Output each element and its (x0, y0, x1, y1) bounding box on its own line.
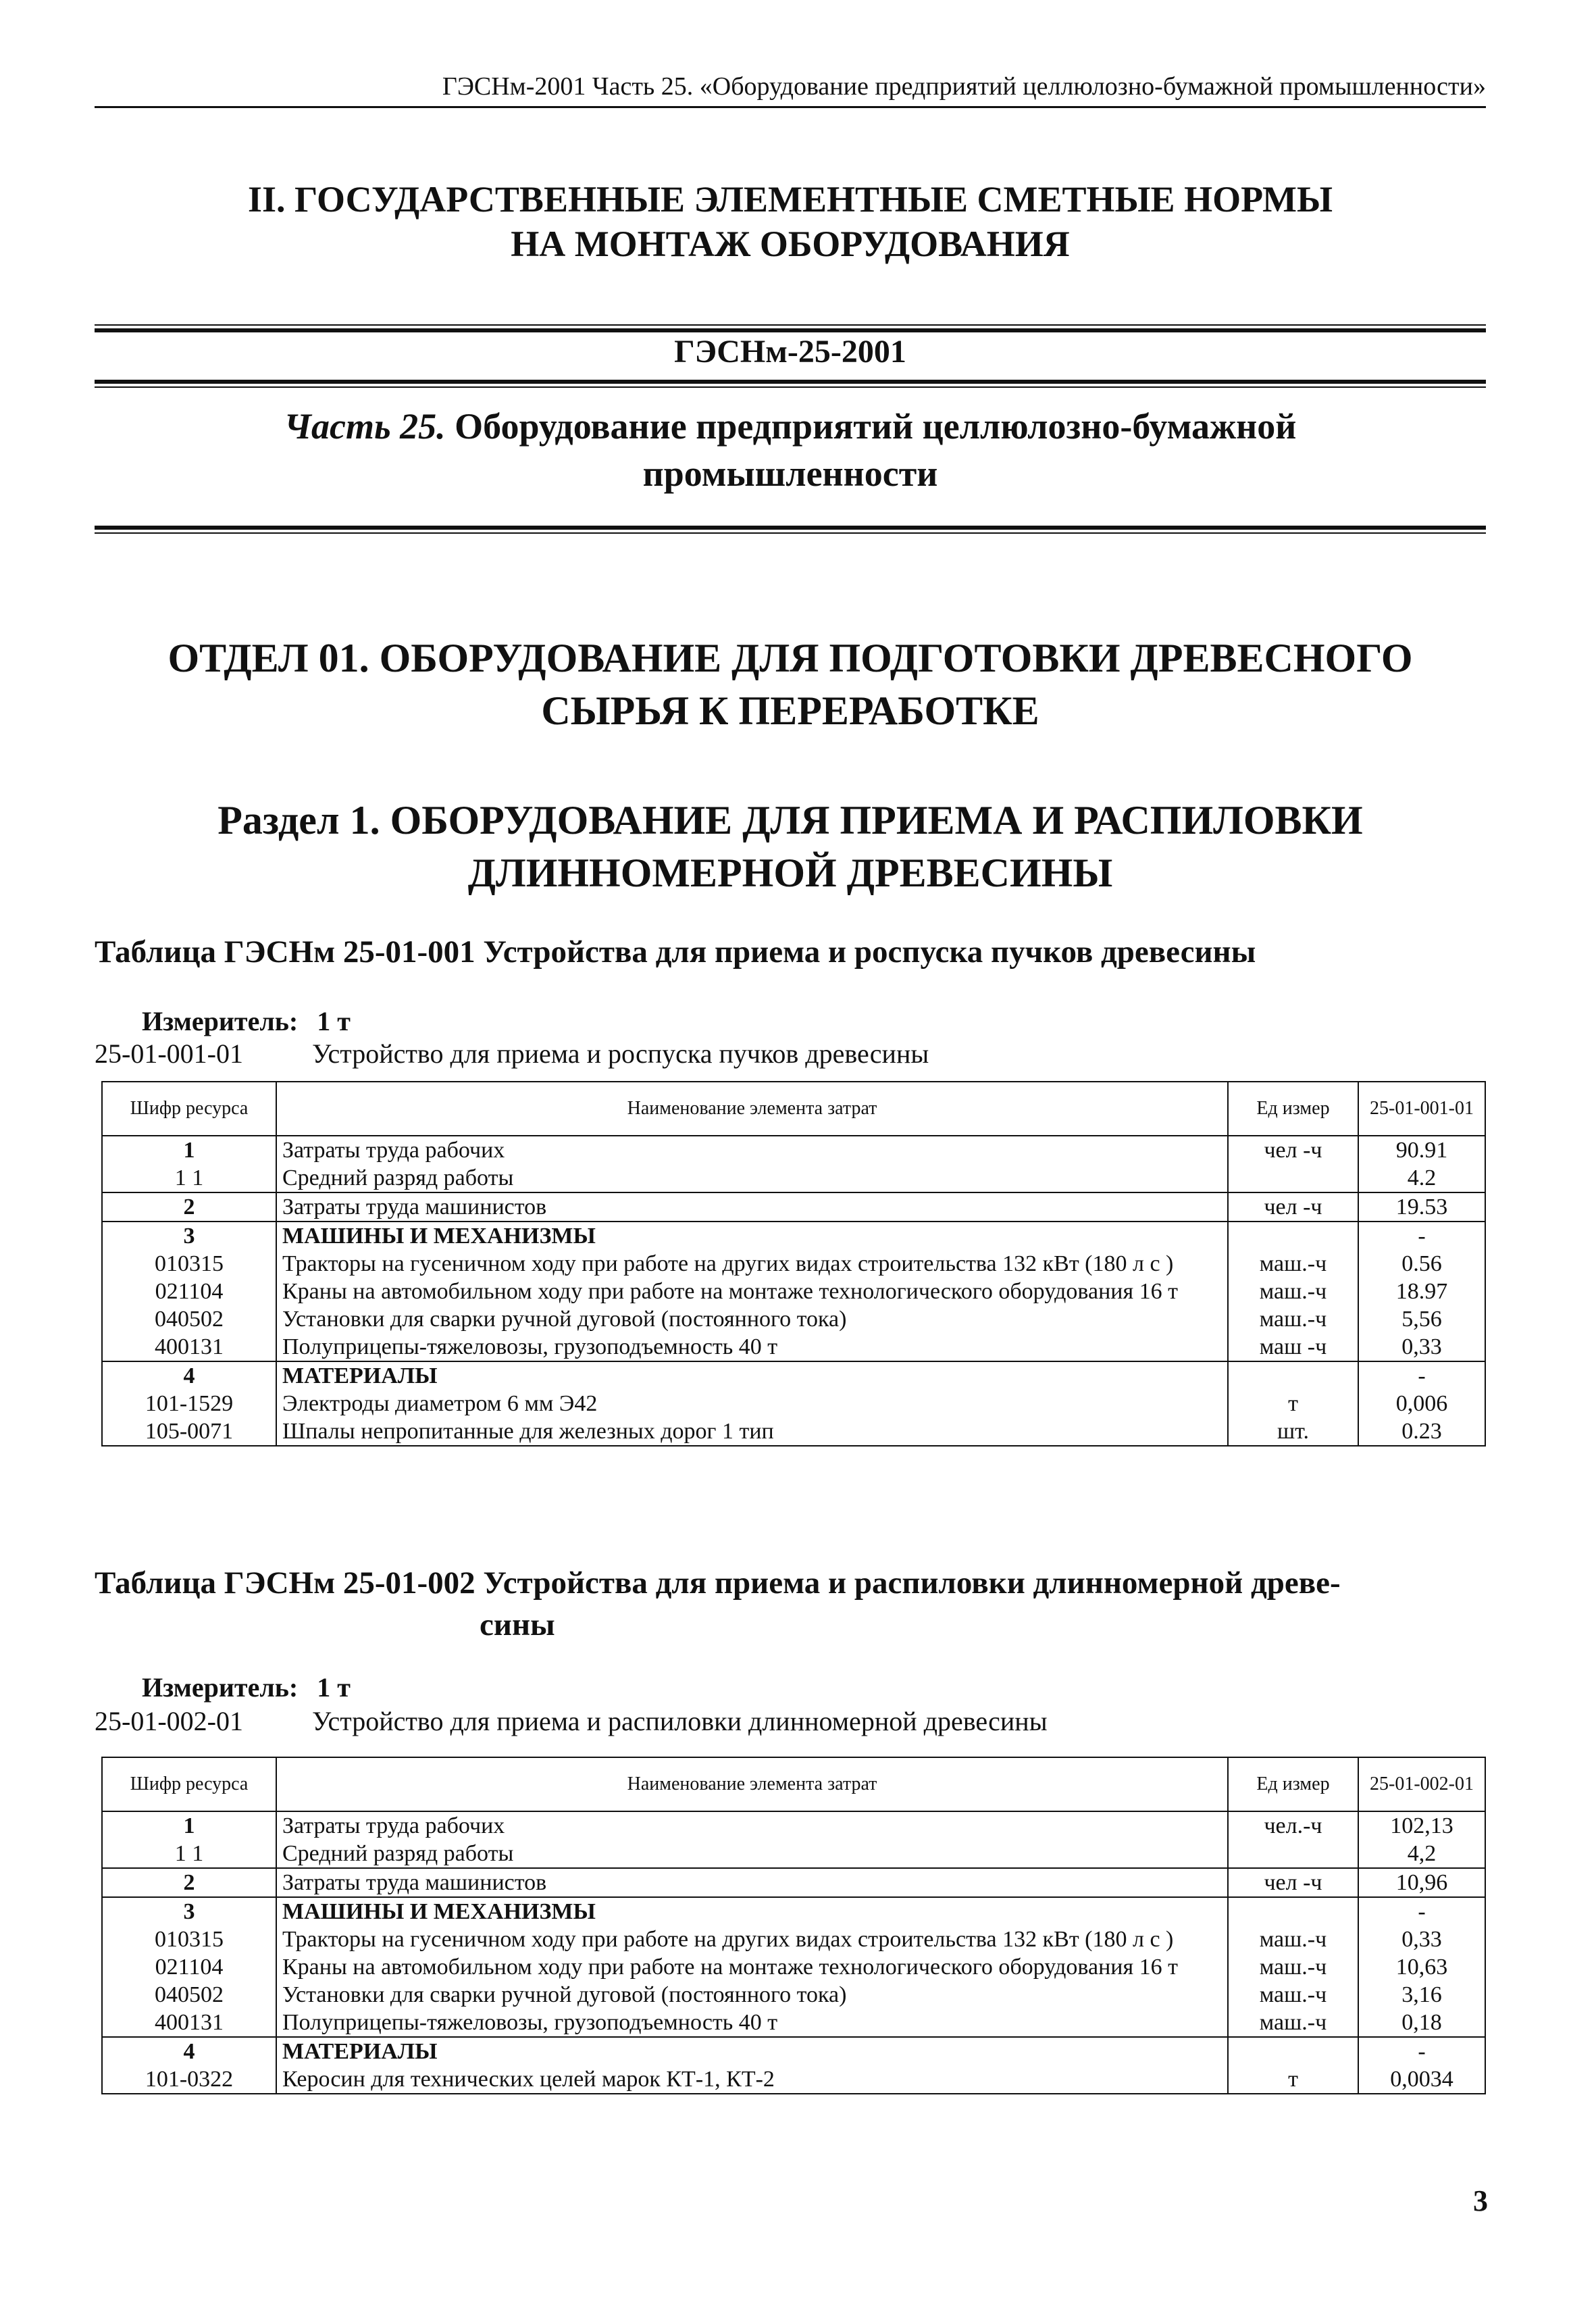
row-unit (1228, 1164, 1358, 1192)
row-value: 19.53 (1358, 1192, 1485, 1222)
row-name: Средний разряд работы (276, 1840, 1228, 1868)
table-row (102, 2009, 1485, 2037)
table-2-title-continuation: сины (480, 1607, 555, 1642)
row-unit: чел -ч (1228, 1136, 1358, 1164)
main-title-line-2: НА МОНТАЖ ОБОРУДОВАНИЯ (511, 224, 1070, 264)
row-name: МАШИНЫ И МЕХАНИЗМЫ (276, 1897, 1228, 1926)
row-unit: шт. (1228, 1417, 1358, 1446)
table-row (102, 1417, 1485, 1446)
row-value: 4.2 (1358, 1164, 1485, 1192)
header-unit: Ед измер (1228, 1082, 1358, 1136)
row-code: 021104 (102, 1953, 276, 1981)
section-title-line-2: ДЛИННОМЕРНОЙ ДРЕВЕСИНЫ (467, 851, 1113, 895)
row-code: 1 1 (102, 1840, 276, 1868)
row-unit: маш.-ч (1228, 1926, 1358, 1953)
rule-bottom-thick (95, 526, 1486, 530)
row-value: - (1358, 1897, 1485, 1926)
row-unit: маш.-ч (1228, 1981, 1358, 2009)
row-value: 5,56 (1358, 1305, 1485, 1333)
part-number: Часть 25. (284, 406, 446, 447)
rule-top-thin (95, 324, 1486, 326)
row-unit: маш.-ч (1228, 1953, 1358, 1981)
row-unit (1228, 1897, 1358, 1926)
section-title (95, 794, 1486, 899)
department-title-line-1: ОТДЕЛ 01. ОБОРУДОВАНИЕ ДЛЯ ПОДГОТОВКИ ДРЕВЕСНОГО (168, 636, 1413, 680)
table-row (102, 1361, 1485, 1390)
row-value: 0.56 (1358, 1250, 1485, 1278)
section-title-line-1: Раздел 1. ОБОРУДОВАНИЕ ДЛЯ ПРИЕМА И РАСПИЛОВКИ (217, 798, 1363, 842)
row-value: - (1358, 2037, 1485, 2065)
row-unit (1228, 1361, 1358, 1390)
part-title-line-1 (95, 403, 1486, 450)
table-row (102, 1840, 1485, 1868)
header-name: Наименование элемента затрат (276, 1757, 1228, 1811)
running-header: ГЭСНм-2001 Часть 25. «Оборудование предприятий целлюлозно-бумажной промышленности» (95, 71, 1486, 108)
row-value: 0.23 (1358, 1417, 1485, 1446)
part-title (95, 403, 1486, 497)
header-code: Шифр ресурса (102, 1757, 276, 1811)
table-row (102, 1164, 1485, 1192)
row-name: МАШИНЫ И МЕХАНИЗМЫ (276, 1222, 1228, 1250)
row-value: 10,96 (1358, 1868, 1485, 1897)
row-code: 2 (102, 1868, 276, 1897)
rule-mid-thick (95, 380, 1486, 384)
row-value: 10,63 (1358, 1953, 1485, 1981)
table-row (102, 1305, 1485, 1333)
row-code: 400131 (102, 1333, 276, 1361)
department-title-line-2: СЫРЬЯ К ПЕРЕРАБОТКЕ (541, 688, 1039, 733)
row-value: 90.91 (1358, 1136, 1485, 1164)
row-name: Керосин для технических целей марок КТ-1, КТ-2 (276, 2065, 1228, 2094)
table-2-title-text: Таблица ГЭСНм 25-01-002 Устройства для приема и распиловки длинномерной древе- (95, 1565, 1341, 1601)
table-2-item (95, 1705, 1048, 1738)
row-value: 0,18 (1358, 2009, 1485, 2037)
table-1-item-name: Устройство для приема и роспуска пучков древесины (312, 1038, 929, 1069)
table-row (102, 1868, 1485, 1897)
row-name: Полуприцепы-тяжеловозы, грузоподъемность 40 т (276, 1333, 1228, 1361)
row-name: Средний разряд работы (276, 1164, 1228, 1192)
row-code: 4 (102, 2037, 276, 2065)
table-row (102, 2065, 1485, 2094)
part-title-line-2: промышленности (642, 453, 938, 494)
row-code: 2 (102, 1192, 276, 1222)
row-unit: чел -ч (1228, 1868, 1358, 1897)
row-name: МАТЕРИАЛЫ (276, 2037, 1228, 2065)
row-unit: т (1228, 2065, 1358, 2094)
header-norm: 25-01-001-01 (1358, 1082, 1485, 1136)
row-value: - (1358, 1222, 1485, 1250)
table-row (102, 1278, 1485, 1305)
header-unit: Ед измер (1228, 1757, 1358, 1811)
table-2-measure-value: 1 т (317, 1672, 351, 1703)
row-unit: чел -ч (1228, 1192, 1358, 1222)
row-code: 010315 (102, 1250, 276, 1278)
row-value: 0,0034 (1358, 2065, 1485, 2094)
table-row (102, 1333, 1485, 1361)
row-unit: т (1228, 1390, 1358, 1417)
collection-code: ГЭСНм-25-2001 (674, 334, 906, 370)
table-row (102, 1981, 1485, 2009)
department-title (95, 632, 1486, 737)
table-2-item-code: 25-01-002-01 (95, 1706, 243, 1736)
row-name: Затраты труда машинистов (276, 1868, 1228, 1897)
table-row (102, 1136, 1485, 1164)
row-code: 101-1529 (102, 1390, 276, 1417)
row-name: Затраты труда машинистов (276, 1192, 1228, 1222)
row-name: Установки для сварки ручной дуговой (постоянного тока) (276, 1305, 1228, 1333)
row-code: 3 (102, 1897, 276, 1926)
row-value: 0,006 (1358, 1390, 1485, 1417)
part-name: Оборудование предприятий целлюлозно-бумажной (445, 406, 1297, 447)
table-row (102, 1811, 1485, 1840)
row-value: - (1358, 1361, 1485, 1390)
row-value: 3,16 (1358, 1981, 1485, 2009)
row-name: Затраты труда рабочих (276, 1811, 1228, 1840)
row-code: 010315 (102, 1926, 276, 1953)
row-code: 3 (102, 1222, 276, 1250)
table-row (102, 1390, 1485, 1417)
row-unit: маш.-ч (1228, 1250, 1358, 1278)
table-row (102, 1897, 1485, 1926)
table-row (102, 1192, 1485, 1222)
row-name: Установки для сварки ручной дуговой (постоянного тока) (276, 1981, 1228, 2009)
row-value: 0,33 (1358, 1333, 1485, 1361)
table-2-item-name: Устройство для приема и распиловки длинномерной древесины (312, 1706, 1048, 1736)
norm-table-1 (101, 1081, 1486, 1447)
rule-mid-thin (95, 386, 1486, 388)
table-1-measure-value: 1 т (317, 1006, 351, 1036)
table-1-measure (142, 1005, 351, 1038)
row-code: 400131 (102, 2009, 276, 2037)
row-unit (1228, 1840, 1358, 1868)
row-code: 1 1 (102, 1164, 276, 1192)
row-unit (1228, 2037, 1358, 2065)
row-unit: маш.-ч (1228, 1305, 1358, 1333)
row-name: МАТЕРИАЛЫ (276, 1361, 1228, 1390)
row-code: 040502 (102, 1981, 276, 2009)
norm-table-2 (101, 1757, 1486, 2094)
row-code: 4 (102, 1361, 276, 1390)
table-1-measure-label: Измеритель: (142, 1006, 299, 1036)
table-1-title (95, 931, 1486, 973)
table-row (102, 1926, 1485, 1953)
page-number: 3 (1473, 2184, 1488, 2217)
row-unit: маш.-ч (1228, 1278, 1358, 1305)
table-1-item (95, 1038, 929, 1070)
row-value: 102,13 (1358, 1811, 1485, 1840)
table-row (102, 1953, 1485, 1981)
main-title (95, 177, 1486, 266)
row-name: Затраты труда рабочих (276, 1136, 1228, 1164)
row-code: 040502 (102, 1305, 276, 1333)
main-title-line-1: II. ГОСУДАРСТВЕННЫЕ ЭЛЕМЕНТНЫЕ СМЕТНЫЕ НОРМЫ (247, 179, 1333, 220)
row-value: 0,33 (1358, 1926, 1485, 1953)
row-name: Краны на автомобильном ходу при работе на монтаже технологического оборудования 16 т (276, 1278, 1228, 1305)
row-unit: маш.-ч (1228, 2009, 1358, 2037)
row-value: 4,2 (1358, 1840, 1485, 1868)
table-2-title (95, 1562, 1486, 1646)
table-row (102, 1222, 1485, 1250)
rule-bottom-thin (95, 532, 1486, 534)
row-name: Полуприцепы-тяжеловозы, грузоподъемность 40 т (276, 2009, 1228, 2037)
table-1-title-text: Таблица ГЭСНм 25-01-001 Устройства для приема и роспуска пучков древесины (95, 934, 1256, 970)
table-2-measure (142, 1671, 351, 1704)
row-value: 18.97 (1358, 1278, 1485, 1305)
row-unit: маш -ч (1228, 1333, 1358, 1361)
header-code: Шифр ресурса (102, 1082, 276, 1136)
row-unit (1228, 1222, 1358, 1250)
table-2-header-row (102, 1757, 1485, 1811)
header-name: Наименование элемента затрат (276, 1082, 1228, 1136)
row-code: 105-0071 (102, 1417, 276, 1446)
row-name: Тракторы на гусеничном ходу при работе на других видах строительства 132 кВт (180 л с ) (276, 1250, 1228, 1278)
row-name: Электроды диаметром 6 мм Э42 (276, 1390, 1228, 1417)
row-code: 101-0322 (102, 2065, 276, 2094)
table-1-header-row (102, 1082, 1485, 1136)
row-name: Тракторы на гусеничном ходу при работе на других видах строительства 132 кВт (180 л с ) (276, 1926, 1228, 1953)
row-name: Краны на автомобильном ходу при работе на монтаже технологического оборудования 16 т (276, 1953, 1228, 1981)
row-code: 1 (102, 1811, 276, 1840)
row-unit: чел.-ч (1228, 1811, 1358, 1840)
row-name: Шпалы непропитанные для железных дорог 1 тип (276, 1417, 1228, 1446)
row-code: 1 (102, 1136, 276, 1164)
header-norm: 25-01-002-01 (1358, 1757, 1485, 1811)
row-code: 021104 (102, 1278, 276, 1305)
table-row (102, 1250, 1485, 1278)
table-1-item-code: 25-01-001-01 (95, 1038, 243, 1069)
table-2-measure-label: Измеритель: (142, 1672, 299, 1703)
table-row (102, 2037, 1485, 2065)
